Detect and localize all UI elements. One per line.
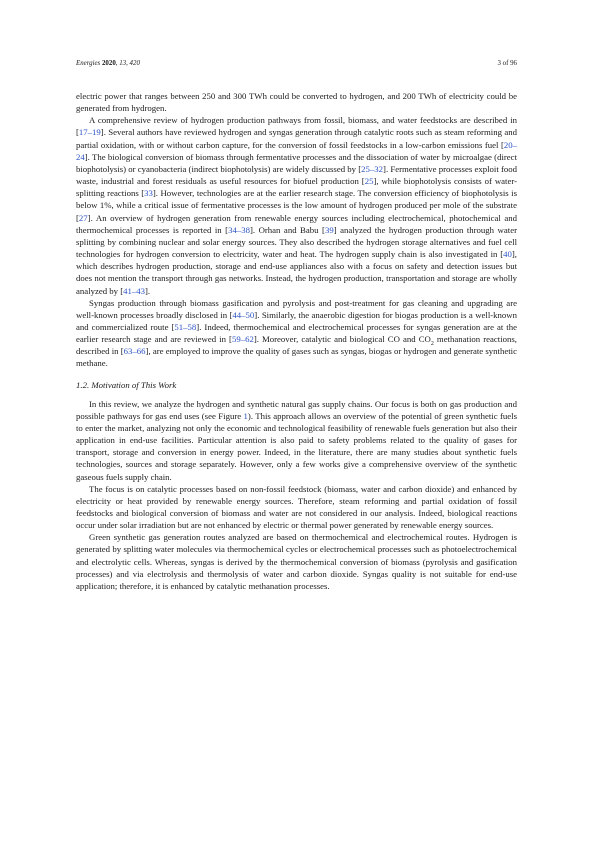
text-run: The focus is on catalytic processes based on non-fossil feedstock (biomass, water and carbon dioxide) and enhanced by electricity or heat provided by renewable energy sources. Therefore, steam reforming and partial oxidation of fossil feedstocks and biological conversion of biomass and water are not considered in our analysis. Indeed, biological reactions occur under solar irradiation but are not enhanced by electric or thermal power generated by renewable energy sources. xyxy=(76,483,517,531)
main-text xyxy=(76,90,517,592)
paragraph xyxy=(76,398,517,483)
text-run: ]. An overview of hydrogen generation from renewable energy sources including electrochemical, photochemical and thermochemical processes is reported in [ xyxy=(76,212,517,235)
section-heading: 1.2. Motivation of This Work xyxy=(76,379,177,390)
citation-link[interactable]: 39 xyxy=(324,224,334,235)
text-run: In this review, we analyze the hydrogen and synthetic natural gas supply chains. Our focus is both on gas production and possible pathways for gas end uses (see Figure xyxy=(76,398,517,421)
text-run: ]. Orhan and Babu [ xyxy=(249,224,325,235)
text-run: ]. Several authors have reviewed hydrogen and syngas generation through catalytic roots such as steam reforming and partial oxidation, with or without carbon capture, for the conversion of fossil feedstocks in a low-carbon emissions fuel [ xyxy=(76,127,517,150)
paragraph xyxy=(76,90,517,114)
figure-link[interactable]: 1 xyxy=(243,410,248,421)
text-run: A comprehensive review of hydrogen production pathways from fossil, biomass, and water feedstocks are described in [ xyxy=(76,115,517,138)
text-run: ]. xyxy=(145,285,151,296)
citation-link[interactable]: 27 xyxy=(78,212,88,223)
citation-link[interactable]: 44–50 xyxy=(232,309,255,320)
journal-citation xyxy=(76,58,140,70)
text-run: Green synthetic gas generation routes analyzed are based on thermochemical and electrochemical routes. Hydrogen is generated by splitting water molecules via thermochemical cycles or electrochemical processes such as photoelectrochemical and electrolytic cells. Whereas, syngas is derived by the thermochemical conversion of biomass (pyrolysis and gasification processes) and via electrolysis and thermolysis of water and carbon dioxide. Syngas quality is not suitable for end-use application; therefore, it is enhanced by catalytic methanation processes. xyxy=(76,532,517,591)
paragraph xyxy=(76,531,517,592)
text-run: ). This approach allows an overview of the potential of green synthetic fuels to enter the market, analyzing not only the economic and technological feasibility of renewable fuels generation but also their application in end-use facilities. Particular attention is also paid to safety problems related to the quality of gases for transport, storage and conversion in energy power. Indeed, in the literature, there are many studies about synthetic fuels technologies, sources and storage separately. However, only a few works give a comprehensive overview of the synthetic gaseous fuels supply chain. xyxy=(76,410,517,482)
citation-link[interactable]: 25 xyxy=(364,176,374,187)
page-number: 3 of 96 xyxy=(497,60,517,67)
text-run: ]. The biological conversion of biomass through fermentative processes and the dissociation of water by microalgae (direct biophotolysis) or cyanobacteria (indirect biophotolysis) are widely discussed by [ xyxy=(76,151,517,174)
page-header xyxy=(76,58,517,70)
text-run: ]. Similarly, the anaerobic digestion for biogas production is a well-known and commercialized route [ xyxy=(76,309,517,332)
citation-link[interactable]: 51–58 xyxy=(174,321,197,332)
paragraph xyxy=(76,483,517,532)
text-run: ], while biophotolysis consists of water-splitting reactions [ xyxy=(76,176,518,199)
subscript: 2 xyxy=(430,340,434,347)
citation-link[interactable]: 63–66 xyxy=(123,346,146,357)
journal-year: 2020 xyxy=(101,60,116,67)
journal-volume: , 13, 420 xyxy=(115,60,140,67)
citation-link[interactable]: 33 xyxy=(144,188,153,199)
text-run: Syngas production through biomass gasification and pyrolysis and post-treatment for gas cleaning and upgrading are well-known processes broadly disclosed in [ xyxy=(76,297,517,320)
citation-link[interactable]: 59–62 xyxy=(231,334,254,345)
text-run: ]. However, technologies are at the earlier research stage. The conversion efficiency of biophotolysis is below 1%, while a critical issue of fermentative processes is the low amount of hydrogen produced per mole of the substrate [ xyxy=(76,188,517,223)
citation-link[interactable]: 17–19 xyxy=(78,127,101,138)
text-run: ]. Moreover, catalytic and biological CO and CO xyxy=(253,334,431,345)
citation-link[interactable]: 40 xyxy=(503,249,512,260)
text-run: ]. Indeed, thermochemical and electrochemical processes for syngas generation are at the earlier research stage and are reviewed in [ xyxy=(76,321,517,345)
text-run: ], which describes hydrogen production, storage and end-use appliances also with a focus on safety and detection issues but does not mention the transport through gas networks. Instead, the hydrogen production, transportation and storage are wholly analyzed by [ xyxy=(76,249,517,296)
text-run: ]. Fermentative processes exploit food waste, industrial and forest residuals as useful resources for biofuel production [ xyxy=(76,163,517,187)
text-run: methanation reactions, described in [ xyxy=(76,334,517,357)
text-run: electric power that ranges between 250 and 300 TWh could be converted to hydrogen, and 200 TWh of electricity could be generated from hydrogen. xyxy=(76,91,517,114)
text-run: ], are employed to improve the quality of gases such as syngas, biogas or hydrogen and generate synthetic methane. xyxy=(76,346,517,369)
paragraph xyxy=(76,114,517,296)
citation-link[interactable]: 34–38 xyxy=(228,224,250,235)
citation-link[interactable]: 41–43 xyxy=(123,285,146,296)
paragraph xyxy=(76,297,517,370)
journal-name: Energies xyxy=(76,60,101,67)
citation-link[interactable]: 25–32 xyxy=(361,163,384,174)
text-run: ] analyzed the hydrogen production through water splitting by combining nuclear and solar energy sources. They also described the hydrogen storage alternatives and fuel cell technologies for hydrogen conversion to electricity, water and heat. The hydrogen supply chain is also investigated in [ xyxy=(76,224,517,260)
citation-link[interactable]: 20–24 xyxy=(76,139,517,162)
